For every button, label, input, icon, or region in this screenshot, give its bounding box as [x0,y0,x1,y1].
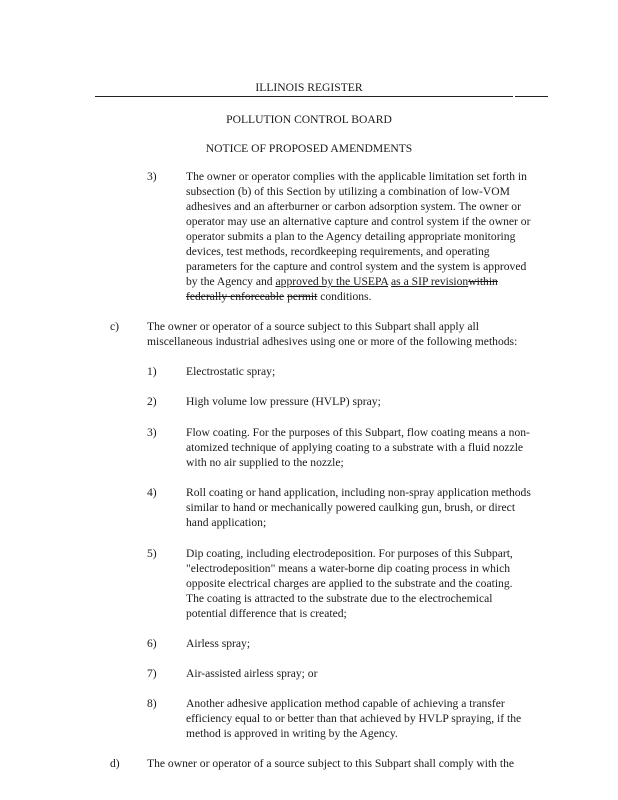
method-2-text: High volume low pressure (HVLP) spray; [186,395,381,408]
header-rule-left [95,96,513,97]
method-4-text: Roll coating or hand application, including non-spray application methods [186,486,531,499]
item-3-line: adhesives and an afterburner or carbon adsorption system. The owner or [186,200,521,213]
section-c-label: c) [110,320,120,333]
item-3-line: operator submits a plan to the Agency detailing appropriate monitoring [186,230,516,243]
item-3-number: 3) [147,170,157,183]
deleted-text: within [468,275,498,288]
method-5-number: 5) [147,547,157,560]
method-7-text: Air-assisted airless spray; or [186,667,318,680]
item-3-line: federally enforceable permit conditions. [186,290,372,303]
register-title: ILLINOIS REGISTER [255,81,363,94]
method-8-text: efficiency equal to or better than that achieved by HVLP spraying, if the [186,712,522,725]
method-5-text: Dip coating, including electrodeposition. For purposes of this Subpart, [186,547,513,560]
method-1-text: Electrostatic spray; [186,365,276,378]
method-4-text: hand application; [186,516,267,529]
notice-title: NOTICE OF PROPOSED AMENDMENTS [205,142,413,155]
method-3-number: 3) [147,426,157,439]
method-5-text: opposite electrical charges are applied to the substrate and the coating. [186,577,513,590]
deleted-text: federally enforceable [186,290,285,303]
method-6-text: Airless spray; [186,637,251,650]
section-d-label: d) [110,757,120,770]
method-4-text: similar to hand or mechanically powered caulking gun, brush, or direct [186,501,516,514]
method-7-number: 7) [147,667,157,680]
method-6-number: 6) [147,637,157,650]
section-d-text: The owner or operator of a source subject to this Subpart shall comply with the [147,757,515,770]
section-c-text: miscellaneous industrial adhesives using one or more of the following methods: [147,335,518,348]
method-3-text: with no air supplied to the nozzle; [186,456,344,469]
method-1-number: 1) [147,365,157,378]
section-c-text: The owner or operator of a source subject to this Subpart shall apply all [147,320,479,333]
item-3-line: The owner or operator complies with the applicable limitation set forth in [186,170,527,183]
method-3-text: Flow coating. For the purposes of this Subpart, flow coating means a non- [186,426,530,439]
method-4-number: 4) [147,486,157,499]
method-5-text: "electrodeposition" means a water-borne dip coating process in which [186,562,511,575]
inserted-text: as a SIP revision [391,275,469,288]
method-3-text: atomized technique of applying coating to a substrate with a fluid nozzle [186,441,524,454]
item-3-line: by the Agency and approved by the USEPA as a SIP revisionwithin [186,275,498,288]
method-8-text: method is approved in writing by the Agency. [186,727,398,740]
item-3-line: operator may use an alternative capture and control system if the owner or [186,215,531,228]
header-rule-right [515,96,548,97]
method-5-text: The coating is attracted to the substrate due to the electrochemical [186,592,493,605]
method-8-text: Another adhesive application method capable of achieving a transfer [186,697,505,710]
item-3-line: subsection (b) of this Section by utilizing a combination of low-VOM [186,185,510,198]
method-2-number: 2) [147,395,157,408]
inserted-text: approved by the USEPA [275,275,389,288]
method-5-text: potential difference that is created; [186,607,347,620]
method-8-number: 8) [147,697,157,710]
board-name: POLLUTION CONTROL BOARD [226,113,392,126]
item-3-line: devices, test methods, recordkeeping requirements, and operating [186,245,490,258]
deleted-text: permit [287,290,318,303]
item-3-line: parameters for the capture and control system and the system is approved [186,260,527,273]
